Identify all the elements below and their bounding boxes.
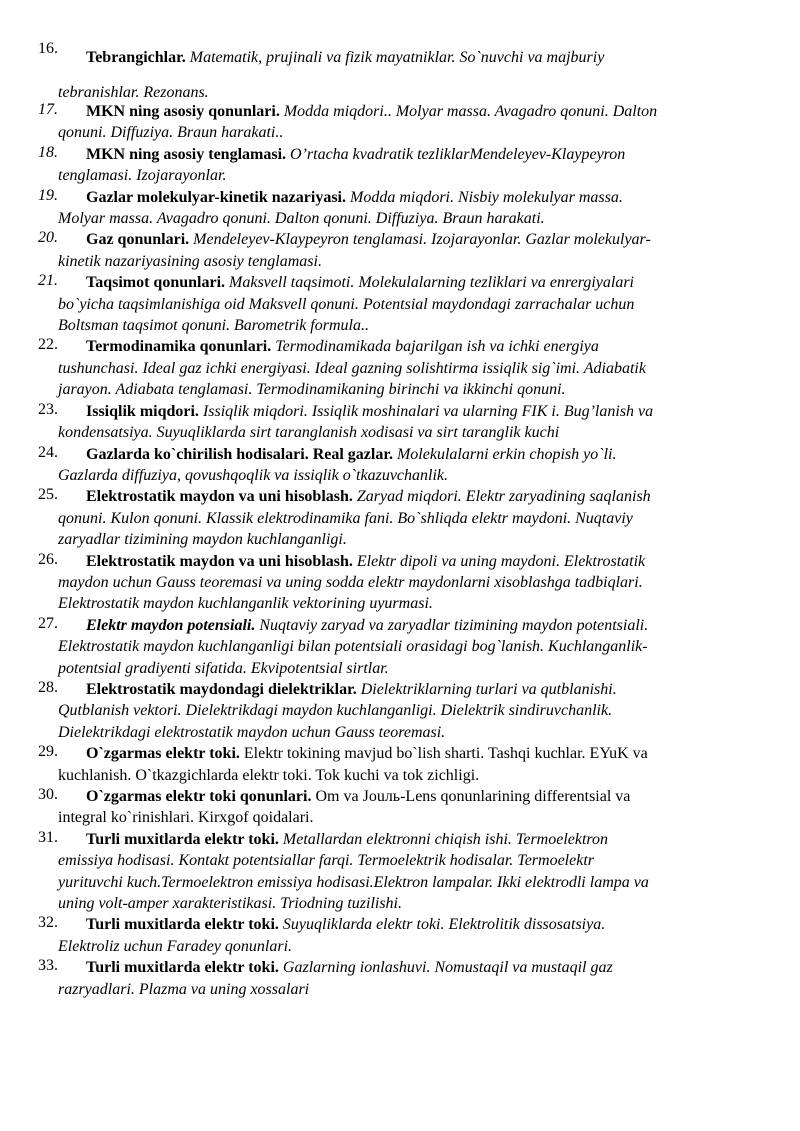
item-description: jarayon. Adiabata tenglamasi. Termodinamikaning birinchi va ikkinchi qonuni. xyxy=(58,381,566,399)
item-number: 33. xyxy=(38,957,58,975)
item-description: maydon uchun Gauss teoremasi va uning sodda elektr maydonlarni xisoblashga tadbiqlari. xyxy=(58,573,643,591)
item-number: 30. xyxy=(38,786,58,803)
list-item xyxy=(0,551,800,615)
list-item xyxy=(0,829,800,915)
item-number: 22. xyxy=(38,336,58,354)
item-description: O’rtacha kvadratik tezliklarMendeleyev-Klaypeyron xyxy=(286,145,626,163)
list-item xyxy=(0,229,800,272)
item-title: Tebrangichlar. xyxy=(86,49,186,66)
item-title: Elektrostatik maydondagi dielektriklar. xyxy=(86,680,357,698)
item-title: Gazlar molekulyar-kinetik nazariyasi. xyxy=(86,188,346,206)
item-number: 32. xyxy=(38,914,58,932)
item-description: potentsial gradiyenti sifatida. Ekvipotentsial sirtlar. xyxy=(58,659,389,677)
item-number: 19. xyxy=(38,186,58,204)
item-description: Gazlarning ionlashuvi. Nomustaqil va mustaqil gaz xyxy=(278,959,613,977)
item-description: qonuni. Diffuziya. Braun harakati.. xyxy=(58,124,284,142)
item-description: Matematik, prujinali va fizik mayatniklar. So`nuvchi va majburiy xyxy=(185,49,605,66)
item-title: Turli muxitlarda elektr toki. xyxy=(86,959,279,977)
list-item xyxy=(0,272,800,336)
item-description: emissiya hodisasi. Kontakt potentsiallar farqi. Termoelektrik hodisalar. Termoelektr xyxy=(58,852,594,870)
item-line xyxy=(58,101,762,122)
item-description: tebranishlar. Rezonans. xyxy=(58,84,209,101)
item-description: Mendeleyev-Klaypeyron tenglamasi. Izojarayonlar. Gazlar molekulyar- xyxy=(189,231,651,249)
item-number: 17. xyxy=(38,101,58,118)
item-description: kondensatsiya. Suyuqliklarda sirt taranglanish xodisasi va sirt taranglik kuchi xyxy=(58,424,560,442)
item-description: yurituvchi kuch.Termoelektron emissiya hodisasi.Elektron lampalar. Ikki elektrodli lampa va xyxy=(58,873,649,891)
item-description: Elektr dipoli va uning maydoni. Elektrostatik xyxy=(352,552,646,570)
item-title: Gaz qonunlari. xyxy=(86,231,190,249)
item-description: Elektroliz uchun Faradey qonunlari. xyxy=(58,937,293,955)
item-description: Maksvell taqsimoti. Molekulalarning tezliklari va enrergiyalari xyxy=(225,274,634,292)
item-line xyxy=(58,144,762,165)
list-item xyxy=(0,786,800,829)
item-description: zaryadlar tizimining maydon kuchlanganligi. xyxy=(58,531,347,549)
item-line xyxy=(58,336,762,357)
item-line xyxy=(58,272,762,293)
topic-list xyxy=(0,101,800,1000)
item-description: tushunchasi. Ideal gaz ichki energiyasi. Ideal gazning solishtirma issiqlik sig`imi. Adiabatik xyxy=(58,359,646,377)
item-number: 28. xyxy=(38,678,58,696)
item-number: 23. xyxy=(38,400,58,418)
item-line xyxy=(58,786,762,807)
list-item xyxy=(0,957,800,1000)
item-number: 25. xyxy=(38,486,58,504)
item-description: Dielektrikdagi elektrostatik maydon uchun Gauss teoremasi. xyxy=(58,723,446,741)
list-item xyxy=(0,401,800,444)
item-description: Molekulalarni erkin chopish yo`li. xyxy=(392,445,617,463)
item-title: Taqsimot qonunlari. xyxy=(86,274,226,292)
list-item xyxy=(0,40,800,110)
list-item xyxy=(0,679,800,743)
item-description: kinetik nazariyasining asosiy tenglamasi. xyxy=(58,252,322,270)
item-title: Termodinamika qonunlari. xyxy=(86,338,272,356)
item-number: 21. xyxy=(38,272,58,290)
item-title: O`zgarmas elektr toki qonunlari. xyxy=(86,788,312,805)
item-line xyxy=(58,486,762,507)
item-description: Gazlarda diffuziya, qovushqoqlik va issiqlik o`tkazuvchanlik. xyxy=(58,466,449,484)
item-description: Modda miqdori. Nisbiy molekulyar massa. xyxy=(346,188,623,206)
item-title: Elektr maydon potensiali. xyxy=(86,616,256,634)
item-line xyxy=(58,615,762,636)
item-line xyxy=(58,40,762,75)
item-description: integral ko`rinishlari. Kirxgof qoidalari. xyxy=(58,809,314,827)
item-line xyxy=(58,957,762,978)
item-title: Gazlarda ko`chirilish hodisalari. Real gazlar. xyxy=(86,445,393,463)
item-description: qonuni. Kulon qonuni. Klassik elektrodinamika fani. Bo`shliqda elektr maydoni. Nuqtaviy xyxy=(58,509,633,527)
item-line xyxy=(58,187,762,208)
item-description: Termodinamikada bajarilgan ish va ichki energiya xyxy=(271,338,599,356)
item-line xyxy=(58,743,762,764)
item-description: Qutblanish vektori. Dielektrikdagi maydon kuchlanganligi. Dielektrik sindiruvchanlik. xyxy=(58,702,613,720)
item-number: 18. xyxy=(38,143,58,161)
item-line xyxy=(58,551,762,572)
list-item xyxy=(0,615,800,679)
item-number: 29. xyxy=(38,743,58,761)
item-description: Elektrostatik maydon kuchlanganlik vektorining uyurmasi. xyxy=(58,595,433,613)
item-description: Elektrostatik maydon kuchlanganligi bilan potentsiali orasidagi bog`lanish. Kuchlanganlik- xyxy=(58,638,648,656)
item-description: razryadlari. Plazma va uning xossalari xyxy=(58,980,310,998)
item-description: Elektr tokining mavjud bo`lish sharti. Tashqi kuchlar. EYuK va xyxy=(239,745,648,763)
item-title: Issiqlik miqdori. xyxy=(86,402,199,420)
list-item xyxy=(0,486,800,550)
item-description: kuchlanish. O`tkazgichlarda elektr toki. Tok kuchi va tok zichligi. xyxy=(58,766,480,784)
item-number: 24. xyxy=(38,443,58,461)
item-line xyxy=(58,229,762,250)
item-title: Elektrostatik maydon va uni hisoblash. xyxy=(86,552,353,570)
item-number: 27. xyxy=(38,614,58,632)
item-description: Molyar massa. Avagadro qonuni. Dalton qonuni. Diffuziya. Braun harakati. xyxy=(58,210,545,228)
list-item xyxy=(0,914,800,957)
item-description: Zaryad miqdori. Elektr zaryadining saqlanish xyxy=(352,488,651,506)
list-item xyxy=(0,444,800,487)
item-title: Elektrostatik maydon va uni hisoblash. xyxy=(86,488,353,506)
item-line xyxy=(58,679,762,700)
item-line xyxy=(58,914,762,935)
item-description: Metallardan elektronni chiqish ishi. Termoelektron xyxy=(278,830,609,848)
item-description: bo`yicha taqsimlanishiga oid Maksvell qonuni. Potentsial maydondagi zarrachalar uchun xyxy=(58,295,635,313)
item-number: 31. xyxy=(38,828,58,846)
item-description: Om va Jouль-Lens qonunlarining differentsial va xyxy=(311,788,631,805)
list-item xyxy=(0,336,800,400)
item-number: 20. xyxy=(38,229,58,247)
item-line xyxy=(58,444,762,465)
item-description: Boltsman taqsimot qonuni. Barometrik formula.. xyxy=(58,317,369,335)
item-title: O`zgarmas elektr toki. xyxy=(86,745,240,763)
list-item xyxy=(0,144,800,187)
item-title: MKN ning asosiy tenglamasi. xyxy=(86,145,287,163)
list-item xyxy=(0,187,800,230)
item-description: tenglamasi. Izojarayonlar. xyxy=(58,167,227,185)
item-title: MKN ning asosiy qonunlari. xyxy=(86,103,280,120)
item-description: Issiqlik miqdori. Issiqlik moshinalari va ularning FIK i. Bug’lanish va xyxy=(198,402,654,420)
item-number: 16. xyxy=(38,40,58,57)
item-description: Dielektriklarning turlari va qutblanishi. xyxy=(356,680,617,698)
item-title: Turli muxitlarda elektr toki. xyxy=(86,916,279,934)
item-title: Turli muxitlarda elektr toki. xyxy=(86,830,279,848)
item-line xyxy=(58,829,762,850)
item-description: uning volt-amper xarakteristikasi. Triodning tuzilishi. xyxy=(58,895,402,913)
item-number: 26. xyxy=(38,550,58,568)
item-line xyxy=(58,401,762,422)
item-description: Modda miqdori.. Molyar massa. Avagadro qonuni. Dalton xyxy=(279,103,658,120)
list-item xyxy=(0,743,800,786)
item-description: Nuqtaviy zaryad va zaryadlar tizimining maydon potentsiali. xyxy=(255,616,649,634)
list-item xyxy=(0,101,800,144)
item-description: Suyuqliklarda elektr toki. Elektrolitik dissosatsiya. xyxy=(278,916,606,934)
